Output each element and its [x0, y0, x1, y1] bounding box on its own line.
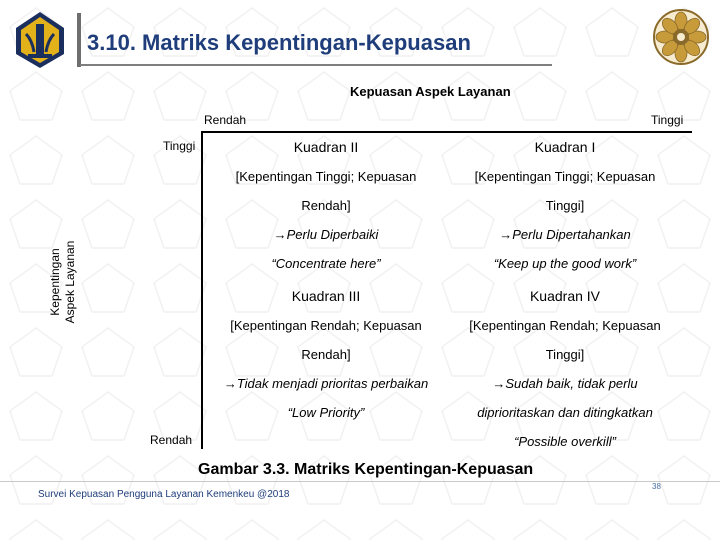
quadrant-heading: Kuadran II [293, 139, 359, 155]
quadrant-description-cont: Tinggi] [545, 347, 585, 362]
x-axis-title: Kepuasan Aspek Layanan [350, 84, 511, 99]
right-arrow-icon: → [223, 376, 237, 391]
page-number: 38 [652, 482, 661, 491]
y-axis-title-line2: Aspek Layanan [63, 240, 77, 324]
footer-text: Survei Kepuasan Pengguna Layanan Kemenkeu @2018 [38, 489, 290, 500]
quadrant-description-cont: Rendah] [301, 347, 351, 362]
university-seal-icon [652, 8, 710, 66]
quadrant-tag: “Low Priority” [287, 405, 365, 420]
quadrant-tag: “Concentrate here” [271, 256, 381, 271]
right-arrow-icon: → [499, 227, 513, 242]
kemenkeu-logo-icon [12, 10, 68, 70]
quadrant-description-cont: Tinggi] [545, 198, 585, 213]
quadrant-action-text: Perlu Diperbaiki [286, 227, 379, 242]
quadrant-action [445, 369, 685, 398]
title-underline [80, 64, 552, 66]
y-axis-line [201, 131, 203, 449]
quadrant-action-cont: diprioritaskan dan ditingkatkan [477, 405, 653, 420]
quadrant-action-text: Tidak menjadi prioritas perbaikan [236, 376, 429, 391]
quadrant-action-text: Perlu Dipertahankan [512, 227, 631, 242]
footer-divider [0, 481, 720, 482]
y-axis-low-label: Rendah [150, 433, 193, 447]
quadrant-heading: Kuadran I [534, 139, 596, 155]
right-arrow-icon: → [492, 376, 506, 391]
quadrant-4 [445, 282, 685, 456]
quadrant-heading: Kuadran IV [529, 288, 601, 304]
right-arrow-icon: → [273, 227, 287, 242]
quadrant-action [445, 220, 685, 249]
quadrant-heading: Kuadran III [291, 288, 361, 304]
quadrant-action [206, 220, 446, 249]
quadrant-description-cont: Rendah] [301, 198, 351, 213]
quadrant-2 [206, 133, 446, 278]
quadrant-3 [206, 282, 446, 427]
quadrant-action [206, 369, 446, 398]
y-axis-title-line1: Kepentingan [48, 248, 62, 316]
y-axis-high-label: Tinggi [163, 139, 196, 153]
quadrant-description: [Kepentingan Tinggi; Kepuasan [474, 169, 656, 184]
figure-caption: Gambar 3.3. Matriks Kepentingan-Kepuasan [198, 461, 534, 478]
x-axis-low-label: Rendah [204, 113, 247, 127]
quadrant-description: [Kepentingan Tinggi; Kepuasan [235, 169, 417, 184]
quadrant-tag: “Possible overkill” [514, 434, 616, 449]
title-accent-bar [77, 13, 81, 67]
quadrant-tag: “Keep up the good work” [493, 256, 637, 271]
quadrant-action-text: Sudah baik, tidak perlu [505, 376, 638, 391]
quadrant-1 [445, 133, 685, 278]
quadrant-description: [Kepentingan Rendah; Kepuasan [469, 318, 661, 333]
y-axis-title [48, 227, 78, 337]
page-title: 3.10. Matriks Kepentingan-Kepuasan [87, 30, 471, 55]
x-axis-high-label: Tinggi [651, 113, 684, 127]
quadrant-description: [Kepentingan Rendah; Kepuasan [230, 318, 422, 333]
